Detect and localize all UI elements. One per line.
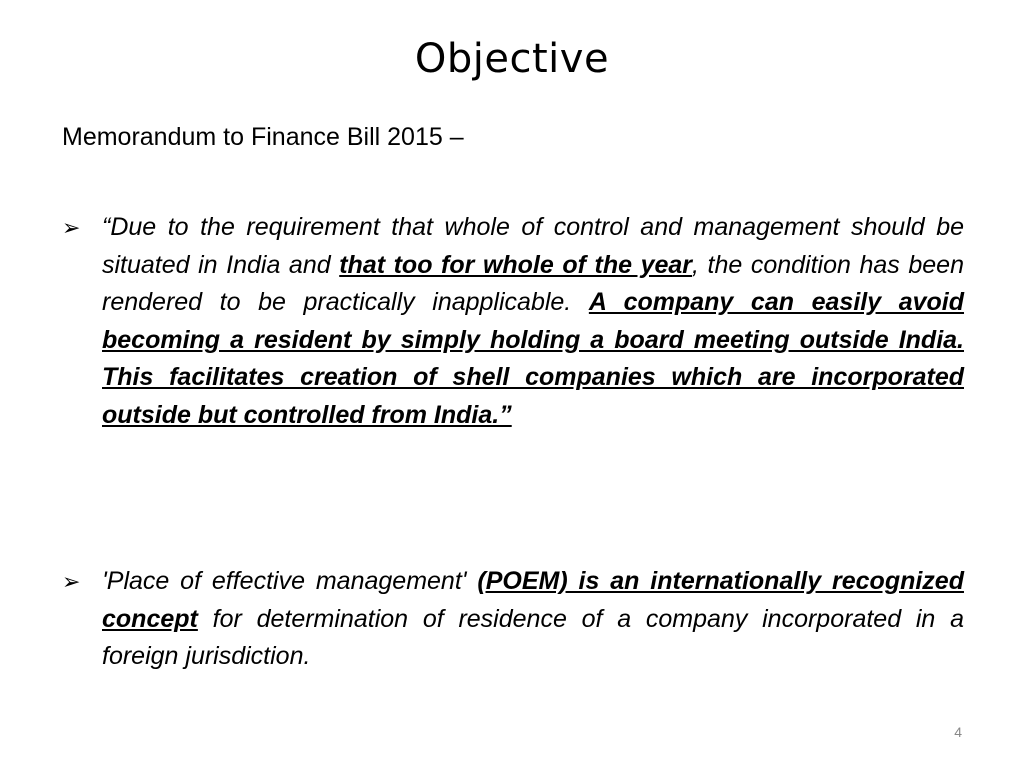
- text-run: for determination of residence of a company incorporated in a foreign jurisdiction.: [102, 604, 964, 670]
- emphasis-run: A company can easily avoid becoming a resident by simply holding a board meeting outside India. This facilitates creation of shell companies which are incorporated outside but controlled from India.”: [102, 288, 965, 429]
- bullet-item: [62, 563, 964, 676]
- emphasis-run: that too for whole of the year: [339, 250, 693, 279]
- arrow-bullet-icon: ➢: [62, 215, 81, 240]
- text-run: , the condition has been rendered to be practically inapplicable.: [102, 250, 964, 316]
- slide-title: Objective: [414, 36, 610, 82]
- emphasis-run: (POEM) is an internationally recognized concept: [102, 567, 964, 633]
- text-run: 'Place of effective management': [102, 567, 478, 595]
- bullet-item: [62, 209, 964, 434]
- text-run: “Due to the requirement that whole of control and management should be situated in India and: [102, 213, 964, 279]
- page-number: 4: [954, 724, 962, 740]
- arrow-bullet-icon: ➢: [62, 569, 81, 594]
- bullet-text: [102, 209, 964, 434]
- bullet-text: [102, 563, 964, 676]
- slide-subtitle: Memorandum to Finance Bill 2015 –: [62, 123, 464, 151]
